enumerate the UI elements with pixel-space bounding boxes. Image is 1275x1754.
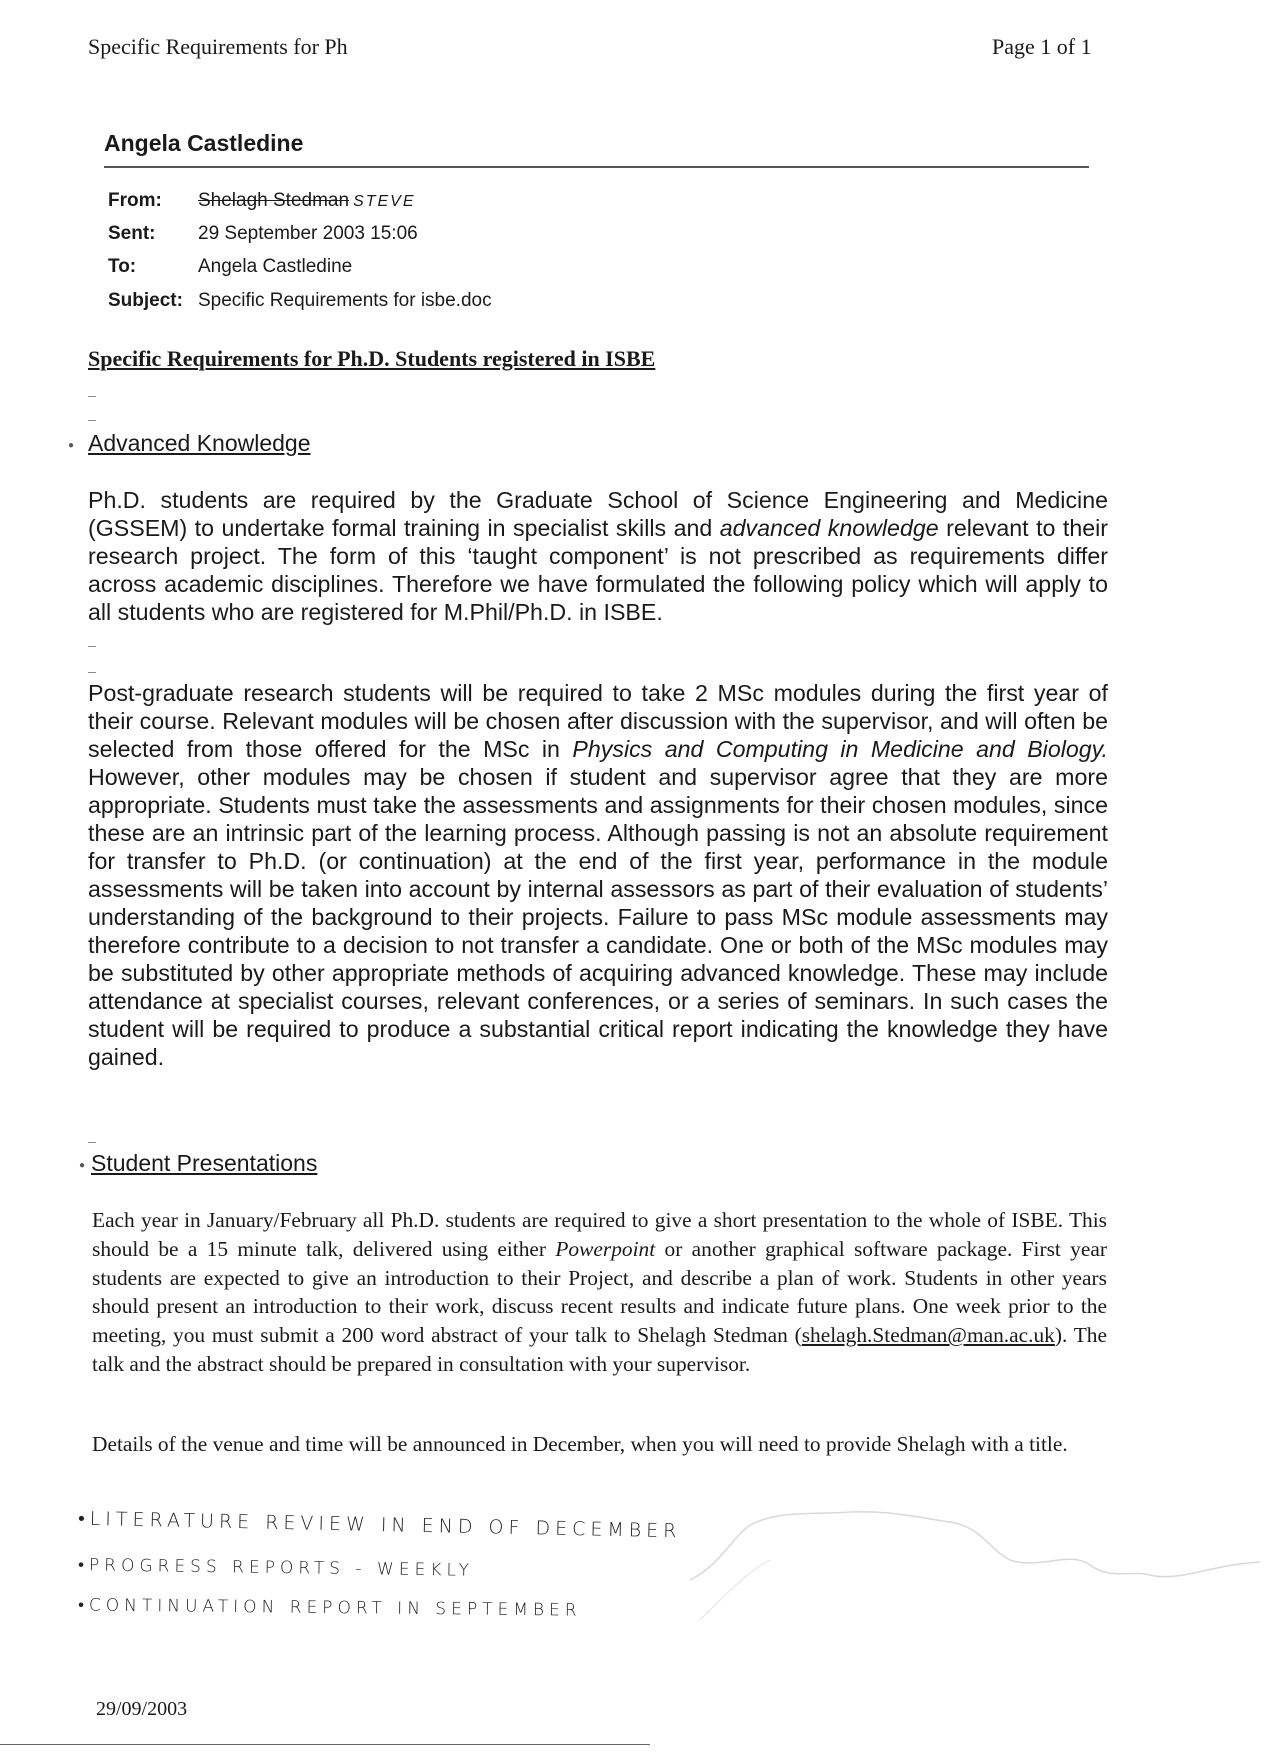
subject-value: Specific Requirements for isbe.doc: [198, 290, 492, 311]
sent-value: 29 September 2003 15:06: [198, 223, 418, 244]
advanced-knowledge-paragraph-2: Post-graduate research students will be required to take 2 MSc modules during the first year of their course. Relevant modules will be chosen after discussion with the supervisor, and will often be selected from those offered for the MSc in Physics and Computing in Medicine and Biology. However, other modules may be chosen if student and supervisor agree that they are more appropriate. Students must take the assessments and assignments for their chosen modules, since these are an intrinsic part of the learning process. Although passing is not an absolute requirement for transfer to Ph.D. (or continuation) at the end of the first year, performance in the module assessments will be taken into account by internal assessors as part of their evaluation of students’ understanding of the background to their projects. Failure to pass MSc module assessments may therefore contribute to a decision to not transfer a candidate. One or both of the MSc modules may be substituted by other appropriate methods of acquiring advanced knowledge. These may include attendance at specialist courses, relevant conferences, or a series of seminars. In such cases the student will be required to produce a substantial critical report indicating the knowledge they have gained.: [88, 680, 1108, 1070]
footer-date: 29/09/2003: [96, 1698, 188, 1720]
sender-name: Angela Castledine: [104, 130, 304, 156]
from-row: [108, 190, 416, 212]
student-presentations-paragraph-2: Details of the venue and time will be announced in December, when you will need to provide Shelagh with a title.: [92, 1432, 1068, 1456]
dash-mark: [88, 420, 96, 421]
handwritten-note: •CONTINUATION REPORT IN SEPTEMBER: [77, 1595, 582, 1621]
header-divider: [104, 166, 1089, 168]
student-presentations-paragraph-1: Each year in January/February all Ph.D. students are required to give a short presentation to the whole of ISBE. This should be a 15 minute talk, delivered using either Powerpoint or another graphical software package. First year students are expected to give an introduction to their Project, and describe a plan of work. Students in other years should present an introduction to their work, discuss recent results and indicate future plans. One week prior to the meeting, you must submit a 200 word abstract of your talk to Shelagh Stedman (shelagh.Stedman@man.ac.uk). The talk and the abstract should be prepared in consultation with your supervisor.: [92, 1208, 1107, 1376]
bullet-dot: ●: [68, 440, 75, 451]
to-label: To:: [108, 256, 137, 277]
advanced-knowledge-paragraph-1: Ph.D. students are required by the Graduate School of Science Engineering and Medicine (GSSEM) to undertake formal training in specialist skills and advanced knowledge relevant to their research project. The form of this ‘taught component’ is not prescribed as requirements differ across academic disciplines. Therefore we have formulated the following policy which will apply to all students who are registered for M.Phil/Ph.D. in ISBE.: [88, 487, 1108, 625]
sent-label: Sent:: [108, 223, 156, 244]
section-heading-advanced-knowledge: Advanced Knowledge: [88, 430, 311, 456]
print-header-title: Specific Requirements for Ph: [88, 34, 348, 59]
bullet-dot: ●: [79, 1160, 86, 1171]
from-label: From:: [108, 190, 162, 211]
handwritten-note: •LITERATURE REVIEW IN END OF DECEMBER: [77, 1507, 682, 1543]
footer-divider: [0, 1744, 650, 1745]
dash-mark: [88, 646, 96, 647]
subject-row: [108, 290, 492, 312]
section-heading-student-presentations: Student Presentations: [91, 1150, 318, 1176]
torn-paper-edge: [690, 1470, 1260, 1630]
handwritten-note: •PROGRESS REPORTS - WEEKLY: [77, 1555, 475, 1581]
dash-mark: [88, 396, 96, 397]
from-handwritten-annotation: STEVE: [353, 193, 416, 210]
dash-mark: [88, 1142, 96, 1143]
subject-label: Subject:: [108, 290, 183, 311]
dash-mark: [88, 672, 96, 673]
from-value: Shelagh Stedman: [198, 190, 350, 211]
page-indicator: Page 1 of 1: [992, 34, 1092, 59]
to-value: Angela Castledine: [198, 256, 353, 277]
document-title: Specific Requirements for Ph.D. Students registered in ISBE: [88, 346, 656, 371]
sent-row: [108, 223, 418, 245]
to-row: [108, 256, 352, 278]
email-link[interactable]: shelagh.Stedman@man.ac.uk: [801, 1323, 1055, 1348]
